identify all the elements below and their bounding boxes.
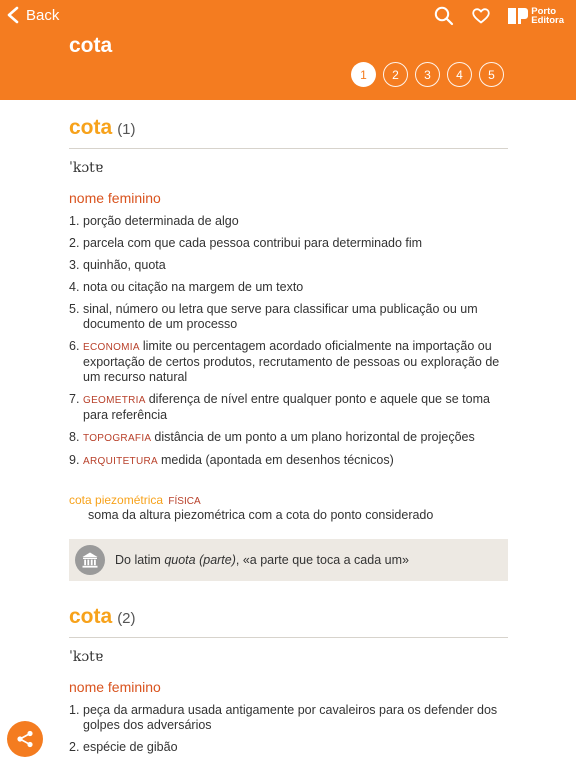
- sense-list: [69, 703, 508, 755]
- share-button[interactable]: [7, 721, 43, 757]
- porto-editora-logo: [508, 7, 564, 25]
- sense-item: 3. quinhão, quota: [69, 258, 166, 272]
- entry-1: [69, 110, 508, 581]
- back-label: Back: [26, 6, 60, 24]
- search-button[interactable]: [434, 6, 454, 26]
- etymology-box: [69, 539, 508, 581]
- sense-list: [69, 214, 508, 469]
- page-button-4[interactable]: 4: [447, 62, 472, 87]
- sense-item: 2. parcela com que cada pessoa contribui para determinado fim: [69, 236, 423, 250]
- pronunciation: ˈkɔtɐ: [69, 160, 104, 176]
- part-of-speech: nome feminino: [69, 190, 161, 206]
- dictionary-content: [69, 110, 508, 762]
- domain-label: GEOMETRIA: [83, 395, 146, 406]
- sense-item: 7. GEOMETRIA diferença de nível entre qualquer ponto e aquele que se toma para referência: [69, 392, 490, 422]
- idiom-term[interactable]: cota piezométrica: [69, 493, 164, 507]
- search-icon: [434, 6, 454, 26]
- sense-item: 2. espécie de gibão: [69, 740, 178, 754]
- page-button-3[interactable]: 3: [415, 62, 440, 87]
- sense-item: 6. ECONOMIA limite ou percentagem acordado oficialmente na importação ou exportação de certos produtos, recrutamento de pessoas ou exploração de um recurso natural: [69, 339, 500, 384]
- pronunciation: ˈkɔtɐ: [69, 649, 104, 665]
- sense-item: 1. peça da armadura usada antigamente por cavaleiros para os defender dos golpes dos adversários: [69, 703, 498, 732]
- logo-line-2: Editora: [531, 15, 564, 26]
- homonym-number: (2): [117, 610, 136, 627]
- headword: cota: [69, 116, 113, 139]
- idiom-block: [69, 493, 508, 522]
- etymology-text: Do latim quota (parte), «a parte que toca a cada um»: [115, 553, 409, 567]
- entry-header: [69, 110, 508, 149]
- domain-label: FÍSICA: [168, 496, 201, 507]
- page-title: cota: [69, 34, 113, 57]
- museum-icon: [75, 545, 105, 575]
- entry-header: [69, 599, 508, 638]
- sense-item: 8. TOPOGRAFIA distância de um ponto a um plano horizontal de projeções: [69, 430, 475, 444]
- favorite-button[interactable]: [472, 8, 490, 24]
- sense-item: 4. nota ou citação na margem de um texto: [69, 280, 304, 294]
- domain-label: TOPOGRAFIA: [83, 433, 152, 444]
- homonym-number: (1): [117, 121, 136, 138]
- sense-item: 9. ARQUITETURA medida (apontada em desenhos técnicos): [69, 453, 394, 467]
- back-button[interactable]: [6, 6, 59, 24]
- page-button-2[interactable]: 2: [383, 62, 408, 87]
- entry-2: [69, 599, 508, 755]
- app-header: [0, 0, 576, 100]
- page-button-5[interactable]: 5: [479, 62, 504, 87]
- heart-icon: [472, 8, 490, 24]
- idiom-definition: soma da altura piezométrica com a cota do ponto considerado: [88, 508, 434, 522]
- part-of-speech: nome feminino: [69, 679, 161, 695]
- sense-item: 1. porção determinada de algo: [69, 214, 239, 228]
- chevron-left-icon: [6, 6, 20, 24]
- headword: cota: [69, 605, 113, 628]
- share-icon: [16, 730, 34, 748]
- porto-editora-logo-mark: [508, 7, 528, 25]
- logo-line-1: Porto: [531, 6, 557, 17]
- domain-label: ECONOMIA: [83, 342, 140, 353]
- header-actions: [434, 6, 564, 26]
- sense-item: 5. sinal, número ou letra que serve para classificar uma publicação ou um documento de um processo: [69, 302, 478, 331]
- page-button-1[interactable]: 1: [351, 62, 376, 87]
- domain-label: ARQUITETURA: [83, 456, 158, 467]
- entry-pagination: [351, 62, 504, 87]
